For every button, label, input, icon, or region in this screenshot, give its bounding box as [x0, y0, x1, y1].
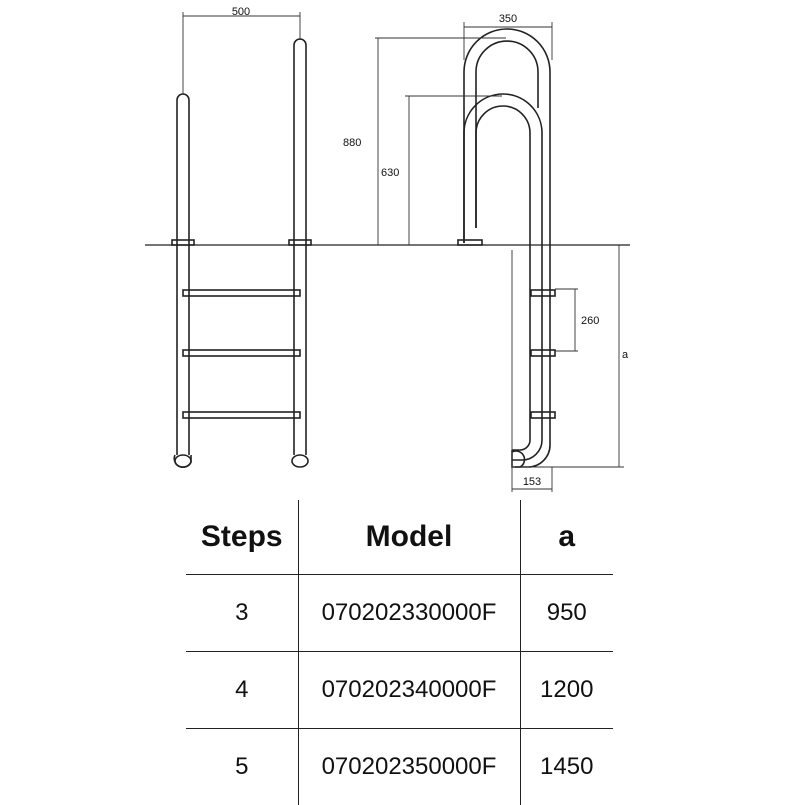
cell-a: 950: [520, 575, 613, 652]
side-step-1: [531, 290, 555, 296]
front-right-post: [294, 39, 306, 455]
table-row: [186, 729, 613, 805]
dim-height-inner: [405, 96, 502, 245]
side-foot: [512, 450, 525, 467]
dim-width-front-label: 500: [232, 6, 250, 18]
dim-height-inner-label: 630: [381, 167, 399, 179]
front-step-1: [183, 290, 300, 296]
dim-height-outer: [375, 38, 506, 245]
cell-a: 1450: [520, 729, 613, 805]
side-step-3: [531, 412, 555, 418]
dim-bottom-offset: [512, 250, 552, 492]
front-step-3: [183, 412, 300, 418]
side-flange: [458, 240, 482, 245]
dim-depth: [512, 245, 624, 467]
side-outer-rail-inner: [476, 41, 538, 228]
cell-steps: 4: [186, 652, 298, 729]
front-left-post: [177, 94, 189, 455]
model-spec-table: [186, 500, 613, 805]
dim-bottom-offset-label: 153: [523, 476, 541, 488]
dim-step-spacing-label: 260: [581, 315, 599, 327]
cell-steps: 5: [186, 729, 298, 805]
cell-model: 070202350000F: [298, 729, 520, 805]
table-row: [186, 575, 613, 652]
table-header-row: [186, 500, 613, 575]
side-outer-rail-outer: [464, 29, 550, 245]
header-a: a: [520, 500, 613, 575]
front-left-foot-cap: [175, 455, 191, 467]
front-right-foot-cap: [292, 455, 308, 467]
dim-height-outer-label: 880: [343, 137, 361, 149]
dim-width-side-label: 350: [499, 13, 517, 25]
cell-model: 070202330000F: [298, 575, 520, 652]
cell-a: 1200: [520, 652, 613, 729]
table-row: [186, 652, 613, 729]
dim-width-front: [183, 12, 300, 94]
front-right-flange: [289, 240, 311, 245]
cell-steps: 3: [186, 575, 298, 652]
side-inner-rail-inner: [476, 106, 530, 450]
front-view: [172, 39, 311, 467]
front-step-2: [183, 350, 300, 356]
front-left-flange: [172, 240, 194, 245]
side-step-2: [531, 350, 555, 356]
header-steps: Steps: [186, 500, 298, 575]
side-view: [458, 29, 555, 467]
dim-depth-label: a: [622, 349, 629, 361]
dim-step-spacing: [555, 289, 578, 351]
header-model: Model: [298, 500, 520, 575]
cell-model: 070202340000F: [298, 652, 520, 729]
